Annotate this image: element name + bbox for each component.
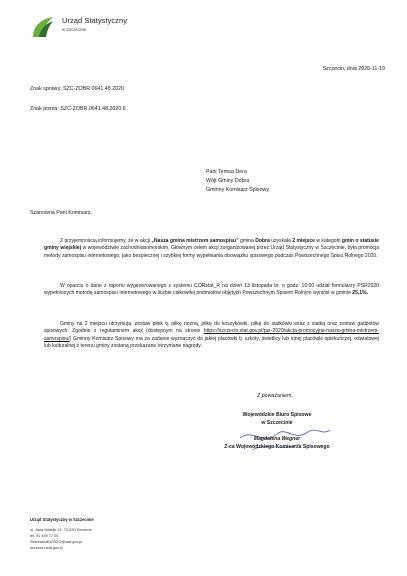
municipality-name: Dobra bbox=[255, 238, 270, 244]
org-subtitle: w Szczecinie bbox=[62, 27, 87, 32]
text-segment: uzyskała bbox=[269, 238, 293, 244]
org-name: Urząd Statystyczny bbox=[62, 16, 127, 25]
text-segment: w kategorii bbox=[314, 238, 342, 244]
footer-email[interactable]: SekretariatUSSZC@stat.gov.pl bbox=[30, 540, 83, 544]
letter-reference: Znak pisma: SZC-ZOBR.0641.48.2020.6 bbox=[30, 106, 126, 112]
addressee-role: Gminny Komisarz Spisowy bbox=[206, 187, 269, 193]
place-result: 2 miejsce bbox=[292, 238, 315, 244]
footer-phone: tel. 91 459 77 00 bbox=[30, 534, 59, 538]
paragraph-award bbox=[44, 238, 379, 260]
signature-office: Wojewódzkie Biuro Spisowe bbox=[242, 412, 312, 418]
paragraph-result bbox=[44, 283, 379, 298]
text-segment: w województwie zachodniopomorskim. Głównym celem akcji zorganizowanej przez Urząd Statystyczny w Szczecinie, była promocja metody samospisu internetowego, jako bezpiecznej i szybkiej formy wypełniania obowiązku spisowego podczas Powszechnego Spisu Rolnego 2020. bbox=[44, 245, 380, 259]
addressee-name: Pani Teresa Dera bbox=[206, 169, 247, 175]
letter-date: Szczecin, dnia 2020-11-19 bbox=[322, 66, 385, 72]
office-logo-icon bbox=[30, 15, 56, 39]
footer-org: Urząd Statystyczny w Szczecinie bbox=[30, 517, 94, 522]
category-name: gmin o statusie gminy wiejskiej bbox=[44, 238, 379, 252]
closing: Z poważaniem, bbox=[257, 393, 293, 399]
text-segment: gmina bbox=[238, 238, 256, 244]
rules-link[interactable]: https://szczecin.stat.gov.pl/psr-2020/akcja-promocyjna-nasza-gmina-mistrzem-samospisu/ bbox=[44, 328, 379, 342]
footer-website[interactable]: szczecin.stat.gov.pl bbox=[30, 546, 63, 550]
signature-city: w Szczecinie bbox=[261, 420, 293, 426]
addressee-position: Wójt Gminy Dobra bbox=[206, 178, 250, 184]
paragraph-prizes bbox=[44, 321, 379, 351]
signatory-title: Z-ca Wojewódzkiego Komisarza Spisowego bbox=[224, 444, 330, 450]
text-segment: ) Gminny Komisarz Spisowy ma za zadanie wyznaczyć do jakiej placówki tj. szkoły, świetlicy lub innej placówki opiekuńczej, oświatowej lub kulturalnej z terenu gminy zostaną przekazane otrzymane nagrody. bbox=[44, 335, 379, 350]
signatory-name: Magdalena Wegner bbox=[253, 436, 301, 442]
footer-address: ul. Jana Matejki 22, 70-530 Szczecin bbox=[30, 528, 92, 532]
salutation: Szanowna Pani Komisarz, bbox=[30, 210, 92, 216]
result-percentage: 25,1%. bbox=[352, 290, 368, 297]
case-reference: Znak sprawy: SZC-ZOBR.0641.48.2020 bbox=[30, 86, 124, 92]
campaign-name: „Nasza gmina mistrzem samospisu” bbox=[151, 238, 239, 244]
text-segment: Z przyjemnością informujemy, że w akcji bbox=[60, 238, 152, 244]
text-segment: Gminy na 2 miejscu otrzymują: zestaw piłek tj. piłkę nożną, piłkę do koszykówki, piłkę do siatkówki wraz z siatką oraz zestaw gadżetów spisowych. Zgodnie z regulaminem akcji (dostępnym na stronie bbox=[44, 321, 379, 335]
text-segment: W oparciu o dane z raportu wygenerowanego z systemu CORstat_R na dzień 13 listopada br. o godz. 16:00 udział formularzy PSR2020 wypełnionych metodą samospisu internetowego w liczbie całkowitej podmiotów objętych Powszechnym Spisem Rolnym wyniósł w gminie bbox=[44, 283, 379, 297]
